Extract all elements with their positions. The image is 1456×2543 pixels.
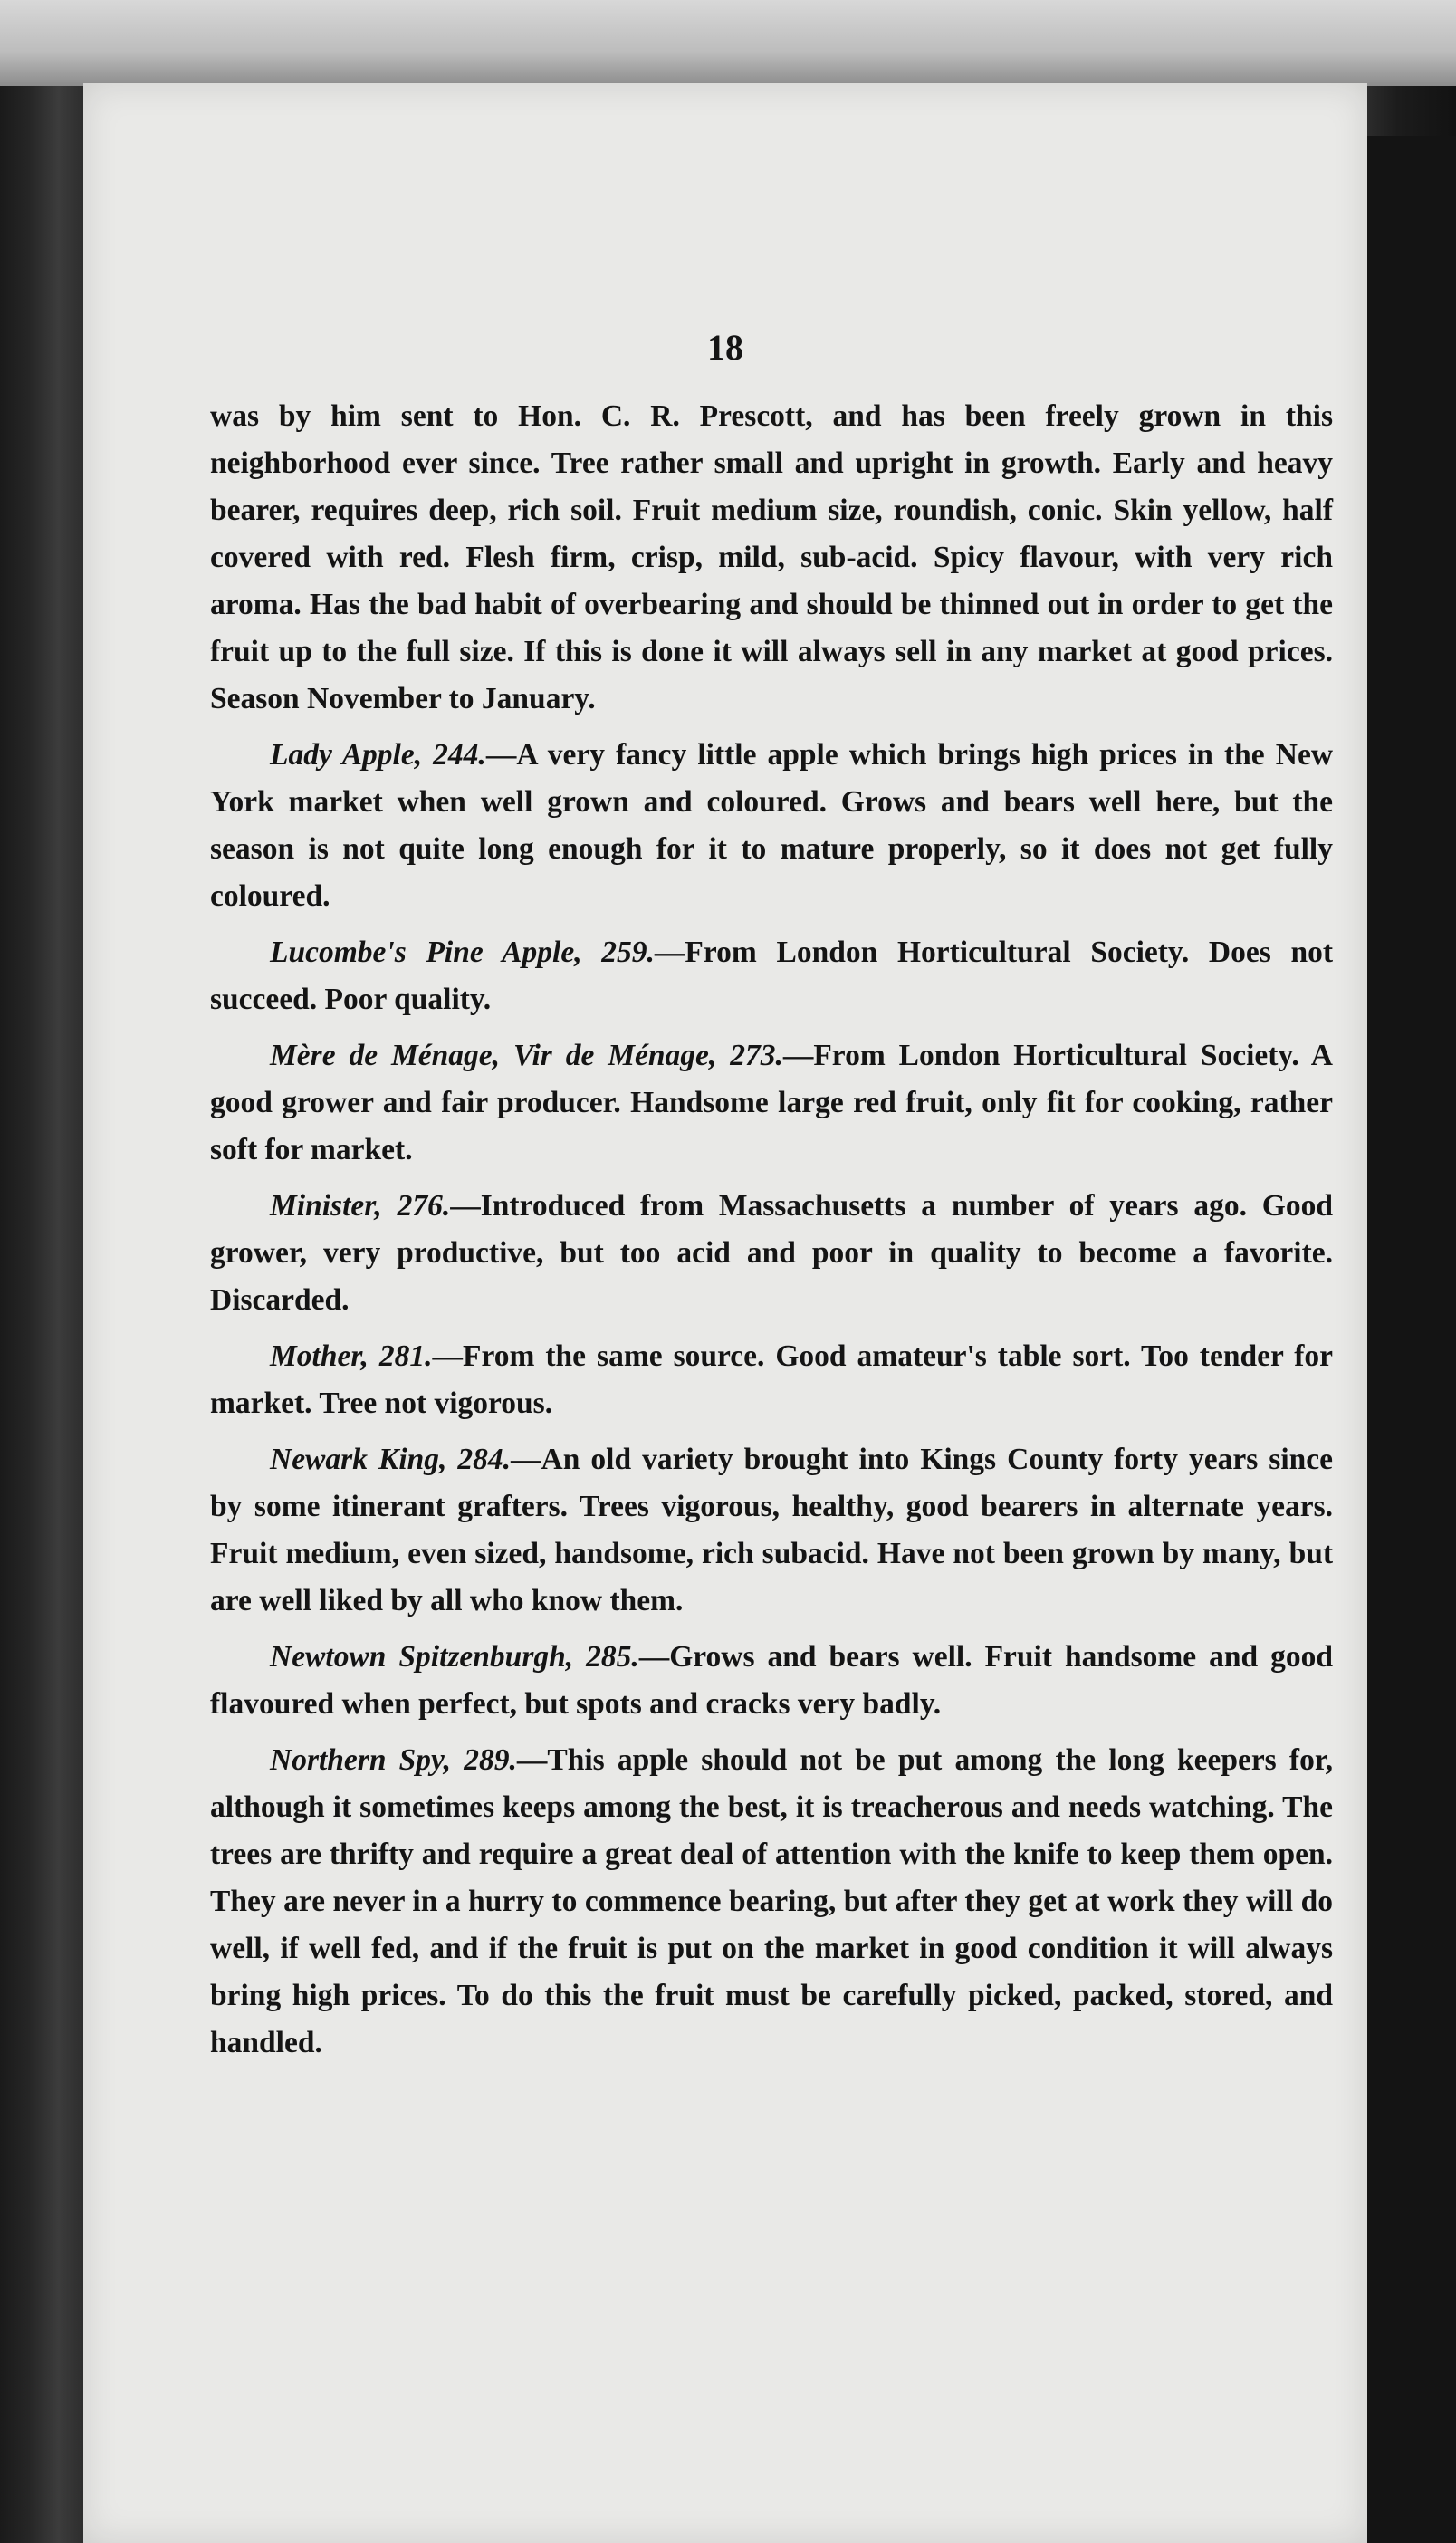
variety-name: Mother, 281.	[270, 1339, 433, 1373]
paragraph-lucombes-pine-apple	[210, 929, 1333, 1023]
paragraph-body: —A very fancy little apple which brings high prices in the New York market when well grown and coloured. Grows and bears well here, but the season is not quite long enough for it to mature properly, so it does not get fully coloured.	[210, 738, 1334, 913]
variety-name: Mère de Ménage, Vir de Ménage, 273.	[270, 1039, 783, 1072]
paragraph-body: was by him sent to Hon. C. R. Prescott, and has been freely grown in this neighborhood ever since. Tree rather small and upright in growth. Early and heavy bearer, requires deep, rich soil. Fruit medium size, roundish, conic. Skin yellow, half covered with red. Flesh firm, crisp, mild, sub-acid. Spicy flavour, with very rich aroma. Has the bad habit of overbearing and should be thinned out in order to get the fruit up to the full size. If this is done it will always sell in any market at good prices. Season November to January.	[210, 399, 1333, 715]
variety-name: Northern Spy, 289.	[270, 1743, 517, 1777]
variety-name: Lucombe's Pine Apple, 259.	[270, 936, 655, 969]
paragraph-body: —This apple should not be put among the long keepers for, although it sometimes keeps among the best, it is treacherous and needs watching. The trees are thrifty and require a great deal of attention with the knife to keep them open. They are never in a hurry to commence bearing, but after they get at work they will do well, if well fed, and if the fruit is put on the market in good condition it will always bring high prices. To do this the fruit must be carefully picked, packed, stored, and handled.	[210, 1743, 1333, 2059]
paragraph-body: —From London Horticultural Society. A good grower and fair producer. Handsome large red fruit, only fit for cooking, rather soft for market.	[210, 1039, 1334, 1166]
paragraph-minister	[210, 1183, 1333, 1324]
variety-name: Newark King, 284.	[270, 1443, 512, 1476]
paragraph-body: —Grows and bears well. Fruit handsome and good flavoured when perfect, but spots and cracks very badly.	[210, 1640, 1333, 1721]
paragraph-body: —From the same source. Good amateur's table sort. Too tender for market. Tree not vigorous.	[210, 1339, 1333, 1420]
scan-top-edge	[0, 0, 1456, 86]
paragraph-northern-spy	[210, 1737, 1333, 2067]
scan-right-edge	[1367, 136, 1456, 2543]
paragraph-mother	[210, 1333, 1333, 1427]
variety-name: Minister, 276.	[270, 1189, 451, 1223]
paragraph-mere-de-menage	[210, 1032, 1333, 1174]
page-number: 18	[707, 327, 743, 368]
variety-name: Newtown Spitzenburgh, 285.	[270, 1640, 639, 1674]
page-text	[210, 393, 1333, 2076]
paragraph-continuation	[210, 393, 1333, 723]
paragraph-body: —From London Horticultural Society. Does not succeed. Poor quality.	[210, 936, 1333, 1016]
paragraph-newark-king	[210, 1436, 1333, 1625]
paragraph-newtown-spitzenburgh	[210, 1634, 1333, 1728]
variety-name: Lady Apple, 244.	[270, 738, 486, 772]
paragraph-body: —An old variety brought into Kings County forty years since by some itinerant grafters. Trees vigorous, healthy, good bearers in alternate years. Fruit medium, even sized, handsome, rich subacid. Have not been grown by many, but are well liked by all who know them.	[210, 1443, 1333, 1617]
paragraph-body: —Introduced from Massachusetts a number of years ago. Good grower, very productive, but too acid and poor in quality to become a favorite. Discarded.	[210, 1189, 1333, 1317]
paragraph-lady-apple	[210, 732, 1333, 920]
